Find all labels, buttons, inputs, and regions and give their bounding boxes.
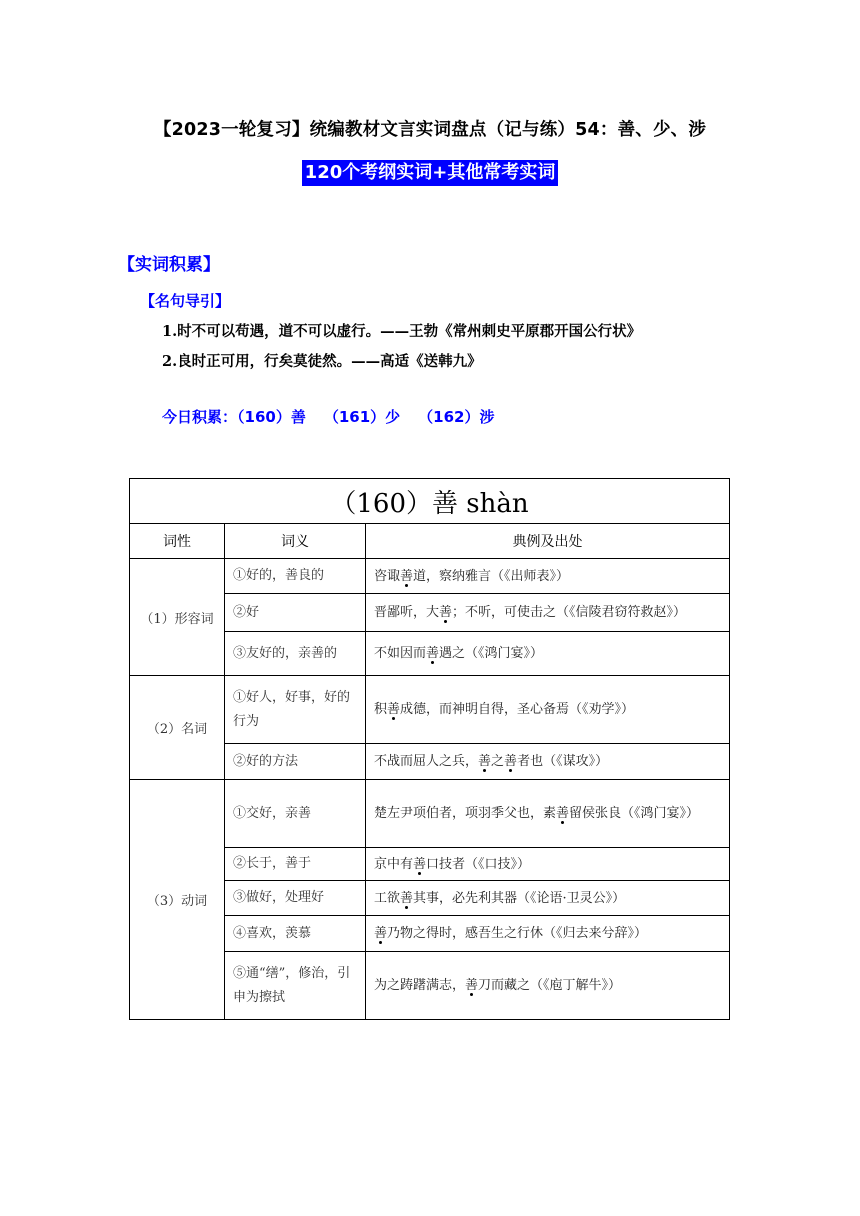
- keyword: 善: [400, 890, 414, 906]
- table-header-row: [130, 524, 730, 559]
- example-cell: 为之踌躇满志，善刀而藏之（《庖丁解牛》）: [366, 952, 730, 1020]
- meaning-cell: ①好人，好事，好的行为: [225, 676, 366, 744]
- example-cell: 积善成德，而神明自得，圣心备焉（《劝学》）: [366, 676, 730, 744]
- meaning-cell: ①好的，善良的: [225, 559, 366, 594]
- example-cell: 晋鄙听，大善；不听，可使击之（《信陵君窃符救赵》）: [366, 594, 730, 632]
- example-cell: 不战而屈人之兵，善之善者也（《谋攻》）: [366, 744, 730, 780]
- keyword: 善: [439, 605, 453, 620]
- example-cell: 京中有善口技者（《口技》）: [366, 848, 730, 881]
- meaning-cell: ⑤通“缮”，修治，引申为擦拭: [225, 952, 366, 1020]
- table-row: [130, 676, 730, 744]
- today-label: 今日积累：: [162, 408, 238, 426]
- meaning-cell: ②好的方法: [225, 744, 366, 780]
- meaning-cell: ④喜欢，羡慕: [225, 916, 366, 952]
- keyword: 善: [478, 754, 492, 769]
- keyword: 善: [556, 806, 570, 821]
- keyword: 善: [465, 978, 479, 993]
- vocab-table: [129, 478, 730, 1020]
- today-item: （160）善: [237, 408, 306, 426]
- table-row: [130, 559, 730, 594]
- keyword: 善: [504, 754, 518, 769]
- meaning-cell: ③友好的，亲善的: [225, 632, 366, 676]
- today-item: （162）涉: [418, 408, 495, 426]
- column-header: 词性: [130, 524, 225, 559]
- column-header: 词义: [225, 524, 366, 559]
- document-title: 【2023一轮复习】统编教材文言实词盘点（记与练）54：善、少、涉: [153, 120, 707, 140]
- section-heading: 【实词积累】: [118, 255, 220, 275]
- table-heading: （160）善 shàn: [130, 479, 730, 524]
- keyword: 善: [426, 646, 440, 661]
- pos-cell: （1）形容词: [130, 559, 225, 676]
- column-header: 典例及出处: [366, 524, 730, 559]
- example-cell: 善乃物之得时，感吾生之行休（《归去来兮辞》）: [366, 916, 730, 952]
- subtitle-wrap: [0, 160, 860, 186]
- meaning-cell: ①交好，亲善: [225, 780, 366, 848]
- keyword: 善: [374, 926, 388, 941]
- quote-2: 2.良时正可用，行矣莫徒然。——高适《送韩九》: [162, 353, 482, 370]
- meaning-cell: ②好: [225, 594, 366, 632]
- subtitle-highlight: 120个考纲实词+其他常考实词: [302, 160, 559, 186]
- meaning-cell: ②长于，善于: [225, 848, 366, 881]
- meaning-cell: ③做好，处理好: [225, 881, 366, 916]
- quote-1: 1.时不可以苟遇，道不可以虚行。——王勃《常州刺史平原郡开国公行状》: [162, 323, 642, 340]
- keyword: 善: [413, 856, 427, 872]
- keyword: 善: [387, 702, 401, 717]
- table-row: [130, 780, 730, 848]
- table-heading-row: [130, 479, 730, 524]
- example-cell: 工欲善其事，必先利其器（《论语·卫灵公》）: [366, 881, 730, 916]
- example-cell: 咨诹善道，察纳雅言（《出师表》）: [366, 559, 730, 594]
- keyword: 善: [400, 568, 414, 584]
- today-item: （161）少: [323, 408, 401, 426]
- pos-cell: （2）名词: [130, 676, 225, 780]
- example-cell: 楚左尹项伯者，项羽季父也，素善留侯张良（《鸿门宴》）: [366, 780, 730, 848]
- sub-heading: 【名句导引】: [140, 292, 231, 310]
- example-cell: 不如因而善遇之（《鸿门宴》）: [366, 632, 730, 676]
- pos-cell: （3）动词: [130, 780, 225, 1020]
- today-accumulation: [162, 406, 512, 427]
